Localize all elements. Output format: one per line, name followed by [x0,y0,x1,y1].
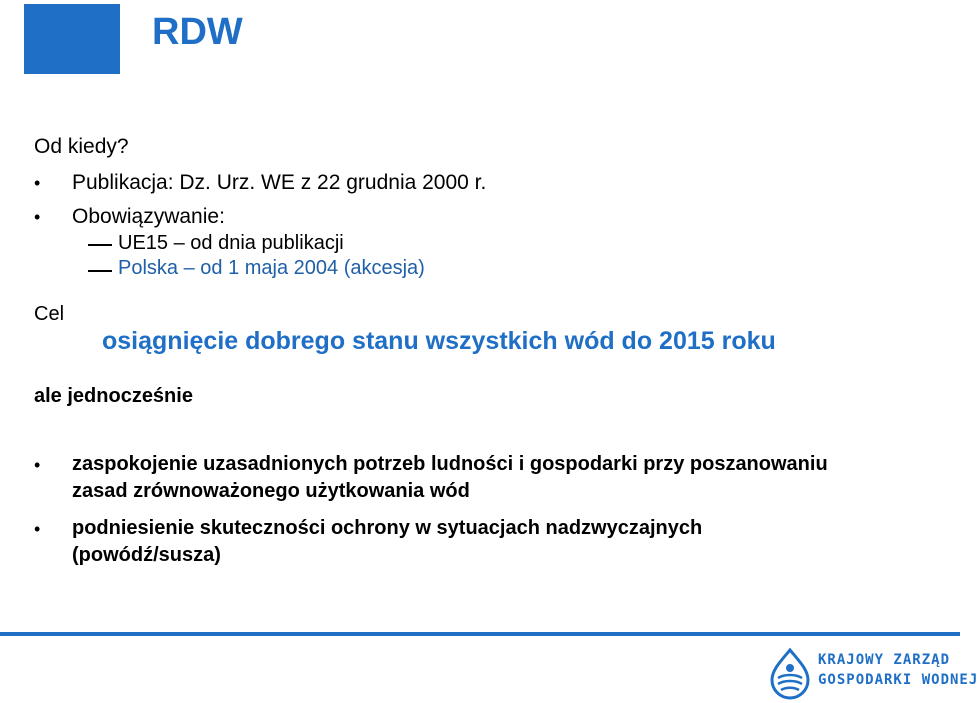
subitem-ue15: UE15 – od dnia publikacji [118,232,344,254]
footer-logo-line2: GOSPODARKI WODNEJ [818,672,978,688]
also-label: ale jednocześnie [34,385,193,407]
subitem-dash [88,244,112,246]
bullet-publication: Publikacja: Dz. Urz. WE z 22 grudnia 2000 r. [72,171,487,194]
footer-divider [0,632,960,636]
header-blue-square [24,4,120,74]
bullet-marker: • [34,207,41,227]
footer-logo-line1: KRAJOWY ZARZĄD [818,652,951,668]
bullet-needs-line2: zasad zrównoważonego użytkowania wód [72,480,470,502]
bullet-marker: • [34,455,41,475]
section-heading-goal: Cel [34,303,65,325]
bullet-marker: • [34,173,41,193]
bullet-protection-line1: podniesienie skuteczności ochrony w sytuacjach nadzwyczajnych [72,517,703,539]
section-heading-since: Od kiedy? [34,135,129,158]
bullet-protection-line2: (powódź/susza) [72,544,221,566]
goal-statement: osiągnięcie dobrego stanu wszystkich wód do 2015 roku [102,327,776,355]
page-title: RDW [152,11,243,53]
subitem-polska: Polska – od 1 maja 2004 (akcesja) [118,257,425,279]
subitem-dash [88,270,112,272]
bullet-marker: • [34,519,41,539]
bullet-validity: Obowiązywanie: [72,205,225,228]
bullet-needs-line1: zaspokojenie uzasadnionych potrzeb ludności i gospodarki przy poszanowaniu [72,453,828,475]
